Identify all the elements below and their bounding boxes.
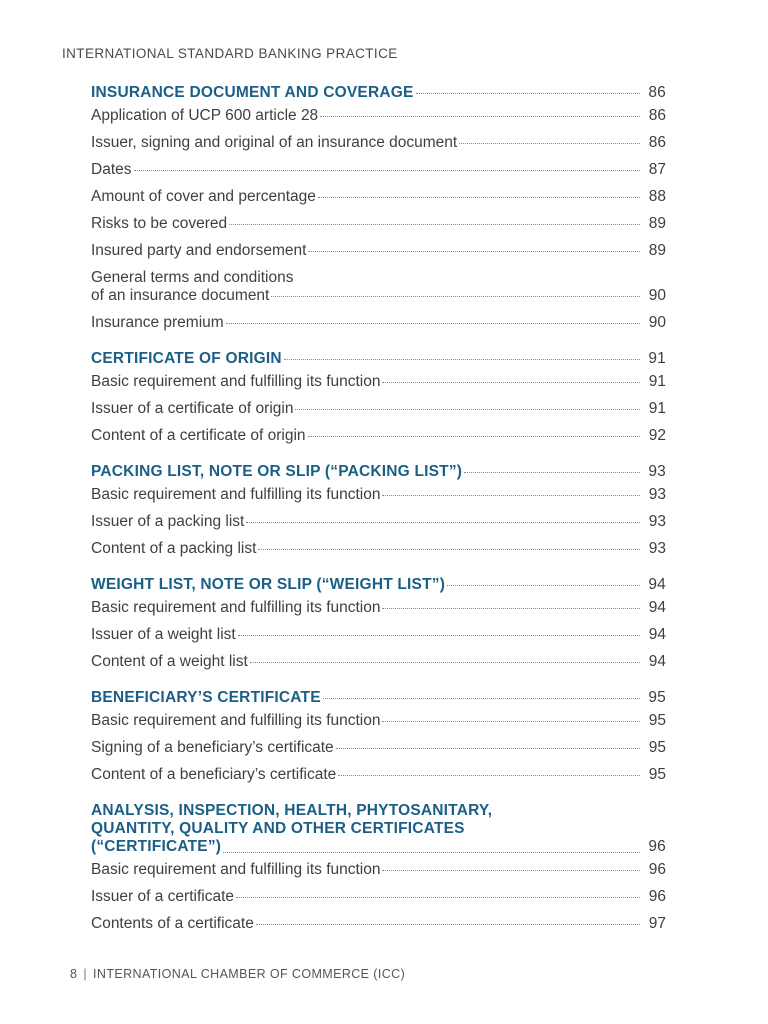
toc-section-other-certificates [91, 802, 666, 933]
toc-entry[interactable] [91, 242, 666, 260]
toc-entry[interactable] [91, 188, 666, 206]
toc-entry[interactable] [91, 513, 666, 531]
toc-entry[interactable] [91, 861, 666, 879]
dot-leader [338, 775, 640, 776]
toc-heading-label-line3: (“CERTIFICATE”) [91, 838, 222, 855]
toc-page-number: 86 [648, 134, 666, 151]
toc-page-number: 86 [648, 107, 666, 124]
dot-leader [271, 296, 640, 297]
toc-entry[interactable] [91, 486, 666, 504]
toc-heading-label-line2: QUANTITY, QUALITY AND OTHER CERTIFICATES [91, 820, 465, 837]
dot-leader [246, 522, 640, 523]
dot-leader [308, 251, 640, 252]
toc-entry-label: Issuer, signing and original of an insurance document [91, 134, 458, 151]
dot-leader [336, 748, 640, 749]
toc-heading[interactable] [91, 350, 666, 368]
toc-entry[interactable] [91, 653, 666, 671]
toc-page-number: 94 [648, 576, 666, 593]
toc-page-number: 97 [648, 915, 666, 932]
footer-publisher: INTERNATIONAL CHAMBER OF COMMERCE (ICC) [93, 967, 406, 981]
dot-leader [284, 359, 640, 360]
toc-entry[interactable] [91, 427, 666, 445]
toc-entry-label: Basic requirement and fulfilling its function [91, 486, 381, 503]
toc-entry-label: Basic requirement and fulfilling its function [91, 712, 381, 729]
toc-entry-label-line2: of an insurance document [91, 287, 270, 304]
toc-page-number: 95 [648, 766, 666, 783]
toc-entry-label: Application of UCP 600 article 28 [91, 107, 319, 124]
toc-page-number: 89 [648, 242, 666, 259]
toc-heading[interactable] [91, 463, 666, 481]
dot-leader [223, 852, 640, 853]
toc-page-number: 87 [648, 161, 666, 178]
toc-entry-label: Amount of cover and percentage [91, 188, 316, 205]
dot-leader [323, 698, 640, 699]
dot-leader [250, 662, 640, 663]
toc-page-number: 96 [648, 861, 666, 878]
dot-leader [258, 549, 640, 550]
dot-leader [459, 143, 640, 144]
toc-heading-label: INSURANCE DOCUMENT AND COVERAGE [91, 84, 414, 101]
toc-entry[interactable] [91, 915, 666, 933]
toc-page-number: 96 [648, 838, 666, 855]
dot-leader [229, 224, 640, 225]
toc-entry[interactable] [91, 373, 666, 391]
toc-entry[interactable] [91, 712, 666, 730]
toc-entry-label: Content of a beneficiary’s certificate [91, 766, 337, 783]
toc-entry[interactable] [91, 269, 666, 305]
toc-section-packing-list [91, 463, 666, 558]
toc-entry-label: Issuer of a weight list [91, 626, 236, 643]
toc-section-weight-list [91, 576, 666, 671]
toc-entry-label-line1: General terms and conditions [91, 269, 294, 286]
toc-entry[interactable] [91, 134, 666, 152]
toc-entry[interactable] [91, 400, 666, 418]
toc-heading-label-line1: ANALYSIS, INSPECTION, HEALTH, PHYTOSANITARY, [91, 802, 493, 819]
toc-page-number: 93 [648, 486, 666, 503]
toc-page-number: 93 [648, 463, 666, 480]
toc-entry-label: Content of a certificate of origin [91, 427, 306, 444]
dot-leader [382, 382, 640, 383]
toc-entry[interactable] [91, 626, 666, 644]
footer-separator: | [83, 967, 88, 981]
toc-entry-label: Contents of a certificate [91, 915, 254, 932]
toc-entry[interactable] [91, 107, 666, 125]
toc-entry-label: Signing of a beneficiary’s certificate [91, 739, 334, 756]
running-header: INTERNATIONAL STANDARD BANKING PRACTICE [62, 46, 398, 61]
toc-entry-label: Basic requirement and fulfilling its function [91, 861, 381, 878]
toc-heading[interactable] [91, 802, 666, 856]
dot-leader [382, 870, 640, 871]
toc-entry[interactable] [91, 888, 666, 906]
dot-leader [238, 635, 640, 636]
toc-entry-label: Issuer of a certificate [91, 888, 235, 905]
toc-entry-label: Risks to be covered [91, 215, 228, 232]
toc-page-number: 93 [648, 513, 666, 530]
toc-entry[interactable] [91, 161, 666, 179]
dot-leader [236, 897, 640, 898]
toc-page-number: 91 [648, 350, 666, 367]
toc-section-beneficiary-certificate [91, 689, 666, 784]
dot-leader [464, 472, 640, 473]
toc-page-number: 91 [648, 400, 666, 417]
toc-heading-label: BENEFICIARY’S CERTIFICATE [91, 689, 321, 706]
dot-leader [308, 436, 640, 437]
toc-heading-label: PACKING LIST, NOTE OR SLIP (“PACKING LIST”) [91, 463, 463, 480]
dot-leader [318, 197, 640, 198]
toc-page-number: 88 [648, 188, 666, 205]
toc-page-number: 89 [648, 215, 666, 232]
toc-section-certificate-of-origin [91, 350, 666, 445]
toc-entry[interactable] [91, 599, 666, 617]
toc-entry-label: Insured party and endorsement [91, 242, 307, 259]
toc-heading[interactable] [91, 576, 666, 594]
toc-entry-label: Dates [91, 161, 132, 178]
toc-page-number: 95 [648, 712, 666, 729]
dot-leader [416, 93, 640, 94]
toc-page-number: 92 [648, 427, 666, 444]
toc-page-number: 94 [648, 599, 666, 616]
toc-entry-label: Basic requirement and fulfilling its function [91, 373, 381, 390]
toc-entry-label: Issuer of a certificate of origin [91, 400, 294, 417]
toc-entry[interactable] [91, 540, 666, 558]
toc-entry-label: Issuer of a packing list [91, 513, 245, 530]
dot-leader [256, 924, 640, 925]
dot-leader [320, 116, 640, 117]
dot-leader [134, 170, 641, 171]
toc-page-number: 95 [648, 689, 666, 706]
toc-page-number: 93 [648, 540, 666, 557]
toc-heading-label: CERTIFICATE OF ORIGIN [91, 350, 282, 367]
footer-page-number: 8 [70, 967, 78, 981]
toc-section-insurance [91, 84, 666, 332]
toc-entry[interactable] [91, 215, 666, 233]
page-footer [70, 967, 405, 981]
toc-page-number: 94 [648, 626, 666, 643]
dot-leader [382, 495, 640, 496]
toc-heading[interactable] [91, 689, 666, 707]
toc-page-number: 86 [648, 84, 666, 101]
toc-entry-label: Content of a packing list [91, 540, 257, 557]
toc-entry[interactable] [91, 739, 666, 757]
toc-entry-label: Insurance premium [91, 314, 224, 331]
dot-leader [447, 585, 640, 586]
toc-entry[interactable] [91, 766, 666, 784]
dot-leader [382, 721, 640, 722]
toc-page-number: 90 [648, 314, 666, 331]
toc-page-number: 90 [648, 287, 666, 304]
toc-page-number: 96 [648, 888, 666, 905]
toc-page-number: 91 [648, 373, 666, 390]
toc-entry[interactable] [91, 314, 666, 332]
toc-page-number: 94 [648, 653, 666, 670]
toc-entry-label: Content of a weight list [91, 653, 248, 670]
toc-heading-label: WEIGHT LIST, NOTE OR SLIP (“WEIGHT LIST”) [91, 576, 446, 593]
toc-heading[interactable] [91, 84, 666, 102]
table-of-contents [91, 84, 666, 951]
dot-leader [382, 608, 640, 609]
dot-leader [295, 409, 640, 410]
toc-entry-label: Basic requirement and fulfilling its function [91, 599, 381, 616]
toc-page-number: 95 [648, 739, 666, 756]
dot-leader [226, 323, 640, 324]
